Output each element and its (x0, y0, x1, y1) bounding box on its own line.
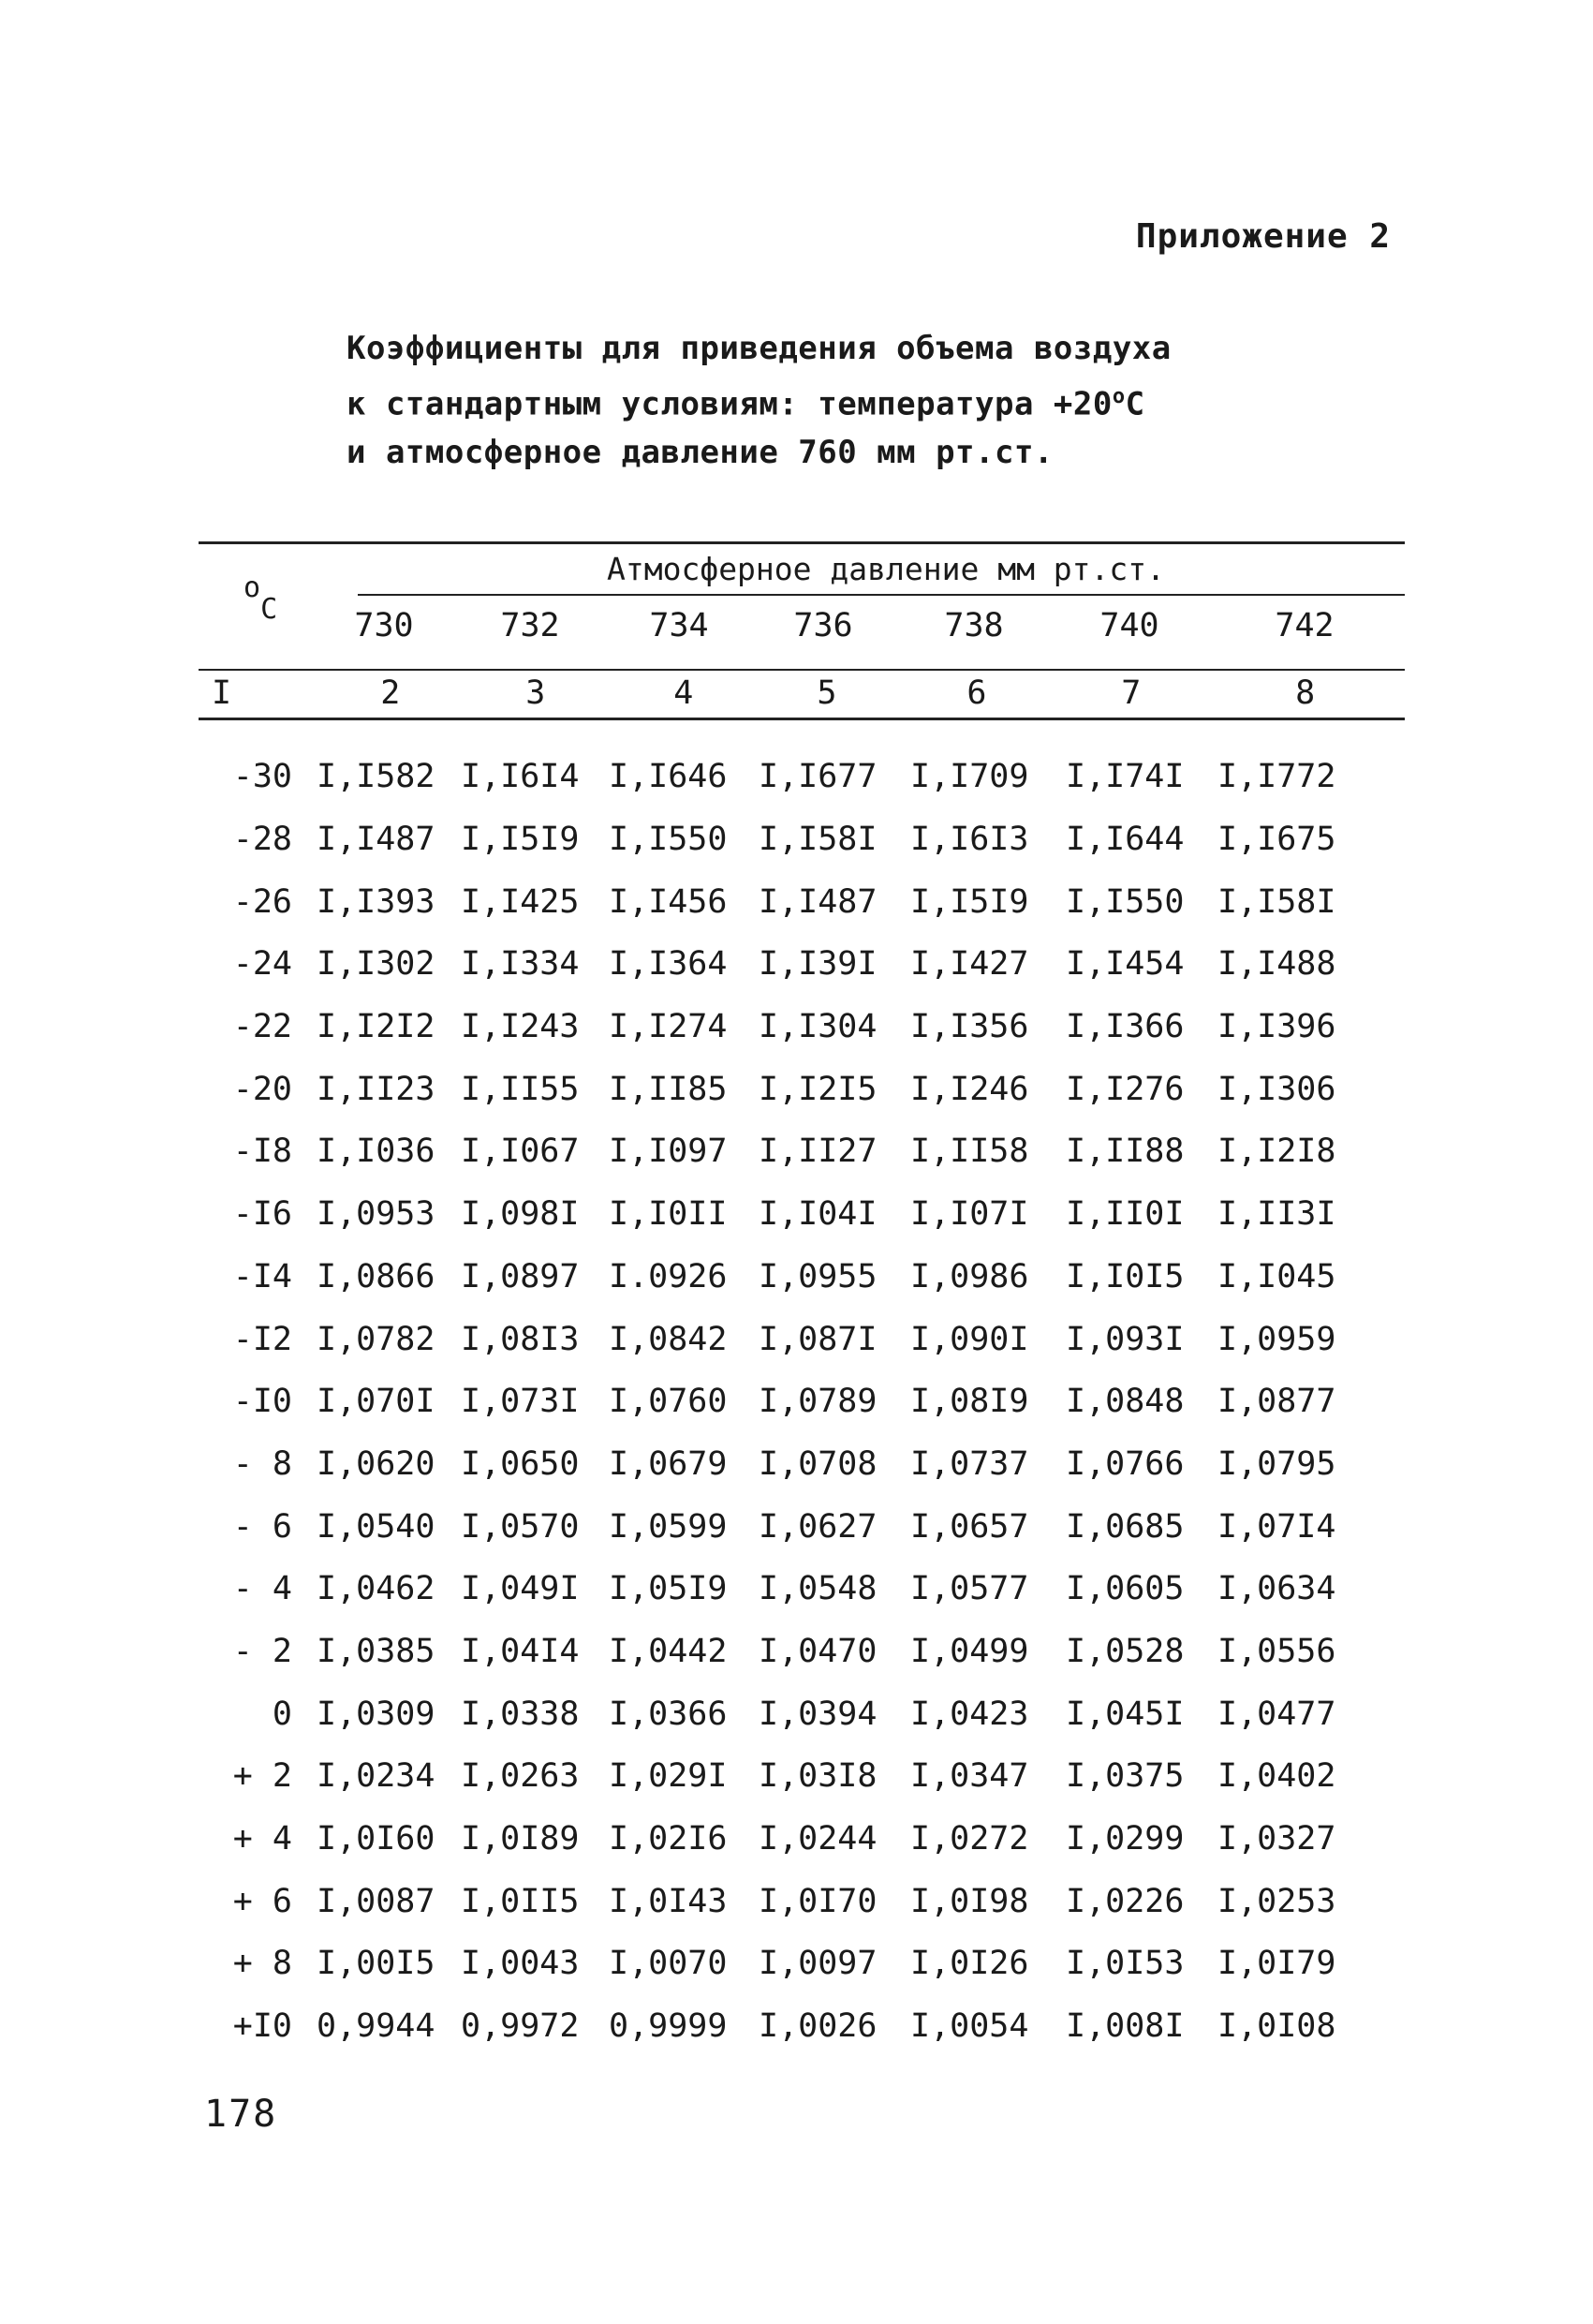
temperature-cell: -26 (232, 882, 292, 921)
column-number-row (199, 674, 1405, 712)
caption-line-1: Коэффициенты для приведения объема воздуха (347, 330, 1172, 367)
pressure-header: 732 (500, 607, 560, 644)
temperature-cell: -I6 (232, 1195, 292, 1234)
header-rule-top (199, 541, 1405, 544)
pressure-header: 740 (1099, 607, 1159, 644)
caption-line-2 (347, 373, 1283, 428)
coefficient-cell: I,0955 (759, 1257, 878, 1295)
temperature-cell: -I4 (232, 1257, 292, 1295)
coefficient-cell: I,0470 (759, 1632, 878, 1670)
table-row (199, 1370, 1405, 1433)
coefficient-cell: I,07I4 (1217, 1507, 1336, 1546)
coefficient-cell: I,0070 (609, 1945, 728, 1983)
coefficient-cell: I,03I8 (759, 1757, 878, 1796)
caption-line-3: и атмосферное давление 760 мм рт.ст. (347, 434, 1054, 472)
coefficient-cell: I,0570 (461, 1507, 580, 1546)
coefficient-cell: I,0026 (759, 2007, 878, 2046)
temperature-cell: -24 (232, 945, 292, 984)
coefficient-cell: I,0866 (317, 1257, 435, 1295)
appendix-label: Приложение 2 (1135, 217, 1391, 256)
table-row (199, 1433, 1405, 1496)
coefficient-cell: I,I58I (759, 821, 878, 859)
coefficient-cell: I,0375 (1066, 1757, 1185, 1796)
coefficient-cell: I,0II5 (461, 1882, 580, 1920)
coefficient-cell: I,0679 (609, 1444, 728, 1483)
column-number: I (212, 674, 232, 712)
coefficient-cell: I,0737 (910, 1444, 1029, 1483)
coefficient-cell: I,II0I (1066, 1195, 1185, 1234)
coefficient-cell: I,I302 (317, 945, 435, 984)
coefficient-cell: I,II85 (609, 1070, 728, 1108)
coefficient-cell: I,II27 (759, 1132, 878, 1171)
coefficient-cell: I,0766 (1066, 1444, 1185, 1483)
coefficient-cell: I,0I70 (759, 1882, 878, 1920)
header-rule-bottom (199, 718, 1405, 720)
coefficient-cell: I,0842 (609, 1320, 728, 1358)
coefficient-cell: I,I067 (461, 1132, 580, 1171)
table-row (199, 1745, 1405, 1808)
temperature-cell: -28 (232, 821, 292, 859)
coefficient-cell: I,I6I4 (461, 758, 580, 796)
coefficient-cell: I,0054 (910, 2007, 1029, 2046)
coefficient-cell: I,0789 (759, 1383, 878, 1421)
coefficient-cell: I,0708 (759, 1444, 878, 1483)
coefficient-cell: I,008I (1066, 2007, 1185, 2046)
coefficient-cell: 0,9944 (317, 2007, 435, 2046)
temperature-cell: - 4 (232, 1570, 292, 1608)
coefficient-cell: I,I396 (1217, 1008, 1336, 1046)
coefficient-cell: I,0477 (1217, 1695, 1336, 1733)
coefficient-cell: I,I709 (910, 758, 1029, 796)
coefficient-cell: I,I675 (1217, 821, 1336, 859)
coefficient-cell: I,I550 (1066, 882, 1185, 921)
coefficient-cell: I,I097 (609, 1132, 728, 1171)
coefficient-cell: I,0I79 (1217, 1945, 1336, 1983)
temperature-cell: -30 (232, 758, 292, 796)
coefficient-cell: I,I334 (461, 945, 580, 984)
header-rule-group (358, 594, 1405, 596)
coefficient-cell: I,I58I (1217, 882, 1336, 921)
coefficient-cell: I,II58 (910, 1132, 1029, 1171)
coefficient-cell: I,08I9 (910, 1383, 1029, 1421)
coefficient-cell: I,0I26 (910, 1945, 1029, 1983)
coefficient-cell: I,I772 (1217, 758, 1336, 796)
coefficient-cell: 0,9999 (609, 2007, 728, 2046)
coefficient-cell: I,I366 (1066, 1008, 1185, 1046)
pressure-group-header: Атмосферное давление мм рт.ст. (606, 551, 1166, 587)
coefficient-cell: I,0234 (317, 1757, 435, 1796)
page-number: 178 (204, 2093, 278, 2136)
coefficient-cell: I,029I (609, 1757, 728, 1796)
coefficient-cell: I,I0I5 (1066, 1257, 1185, 1295)
coefficient-cell: I,0795 (1217, 1444, 1336, 1483)
coefficient-cell: I,087I (759, 1320, 878, 1358)
coefficient-cell: I,0959 (1217, 1320, 1336, 1358)
coefficient-cell: I,0385 (317, 1632, 435, 1670)
table-row (199, 870, 1405, 933)
temperature-cell: -I8 (232, 1132, 292, 1171)
coefficient-cell: I,0309 (317, 1695, 435, 1733)
coefficient-cell: I,I5I9 (910, 882, 1029, 921)
coefficient-cell: I,070I (317, 1383, 435, 1421)
coefficient-cell: I,0366 (609, 1695, 728, 1733)
table-row (199, 1495, 1405, 1558)
coefficient-cell: I,0I53 (1066, 1945, 1185, 1983)
coefficient-cell: I,090I (910, 1320, 1029, 1358)
coefficient-cell: I,0226 (1066, 1882, 1185, 1920)
table-row (199, 1120, 1405, 1183)
column-number: 7 (1121, 674, 1142, 712)
coefficient-cell: I,0299 (1066, 1820, 1185, 1858)
temperature-cell: - 8 (232, 1444, 292, 1483)
coefficient-cell: I,0897 (461, 1257, 580, 1295)
coefficient-cell: I,00I5 (317, 1945, 435, 1983)
table-body (199, 746, 1405, 2057)
coefficient-cell: I,I677 (759, 758, 878, 796)
caption-line-2-text: к стандартным условиям: температура +20 (347, 385, 1113, 423)
table-row (199, 1246, 1405, 1309)
temperature-cell: +I0 (232, 2007, 292, 2046)
coefficient-cell: I,I04I (759, 1195, 878, 1234)
coefficient-cell: I,II3I (1217, 1195, 1336, 1234)
column-number: 2 (380, 674, 401, 712)
coefficient-cell: I,I393 (317, 882, 435, 921)
coefficient-cell: I,I243 (461, 1008, 580, 1046)
coefficient-cell: I,0605 (1066, 1570, 1185, 1608)
coefficient-cell: I,I6I3 (910, 821, 1029, 859)
temperature-cell: + 8 (232, 1945, 292, 1983)
coefficient-cell: I,I488 (1217, 945, 1336, 984)
coefficient-cell: I,0I89 (461, 1820, 580, 1858)
coefficient-cell: I,0620 (317, 1444, 435, 1483)
coefficient-cell: I,I646 (609, 758, 728, 796)
coefficient-cell: I,0986 (910, 1257, 1029, 1295)
temperature-cell: -I2 (232, 1320, 292, 1358)
coefficient-cell: I,0347 (910, 1757, 1029, 1796)
column-number: 8 (1295, 674, 1316, 712)
coefficient-cell: I,I550 (609, 821, 728, 859)
coefficient-cell: I,0087 (317, 1882, 435, 1920)
column-number: 4 (673, 674, 694, 712)
table-row (199, 1058, 1405, 1120)
coefficient-cell: I,I5I9 (461, 821, 580, 859)
pressure-header-row (199, 607, 1405, 644)
table-row (199, 746, 1405, 808)
pressure-header: 736 (793, 607, 853, 644)
coefficient-cell: I,I74I (1066, 758, 1185, 796)
coefficient-cell: I,0043 (461, 1945, 580, 1983)
coefficient-cell: I,0I98 (910, 1882, 1029, 1920)
coefficient-cell: I,0685 (1066, 1507, 1185, 1546)
coefficient-cell: I,0548 (759, 1570, 878, 1608)
coefficient-cell: I,0253 (1217, 1882, 1336, 1920)
table-row (199, 1870, 1405, 1932)
coefficient-cell: I,0I43 (609, 1882, 728, 1920)
temperature-cell: + 4 (232, 1820, 292, 1858)
coefficient-cell: I,0423 (910, 1695, 1029, 1733)
coefficient-cell: I,I304 (759, 1008, 878, 1046)
coefficient-cell: I,I644 (1066, 821, 1185, 859)
coefficient-cell: I,0577 (910, 1570, 1029, 1608)
pressure-header-spacer (199, 607, 313, 644)
table-caption (347, 324, 1283, 477)
coefficient-cell: I,I2I8 (1217, 1132, 1336, 1171)
coefficient-cell: I,0462 (317, 1570, 435, 1608)
column-number: 6 (966, 674, 987, 712)
coefficient-cell: I,I0II (609, 1195, 728, 1234)
coefficient-cell: I,I036 (317, 1132, 435, 1171)
coefficient-cell: I,0556 (1217, 1632, 1336, 1670)
coefficient-cell: I,0877 (1217, 1383, 1336, 1421)
coefficient-cell: I,I425 (461, 882, 580, 921)
coefficient-cell: I,I045 (1217, 1257, 1336, 1295)
coefficient-cell: I,08I3 (461, 1320, 580, 1358)
degree-sign: о (1112, 385, 1126, 408)
temperature-header-degree: о (243, 571, 261, 604)
coefficient-cell: I,I427 (910, 945, 1029, 984)
coefficient-cell: 0,9972 (461, 2007, 580, 2046)
coefficient-cell: I,0394 (759, 1695, 878, 1733)
coefficient-cell: I,0097 (759, 1945, 878, 1983)
coefficient-cell: I,0402 (1217, 1757, 1336, 1796)
coefficient-cell: I,I274 (609, 1008, 728, 1046)
coefficient-cell: I,0338 (461, 1695, 580, 1733)
coefficient-cell: I,0263 (461, 1757, 580, 1796)
coefficient-cell: I,II23 (317, 1070, 435, 1108)
table-row (199, 933, 1405, 996)
coefficient-cell: I,I456 (609, 882, 728, 921)
column-number: 5 (817, 674, 837, 712)
pressure-header: 730 (354, 607, 414, 644)
coefficient-cell: I,0244 (759, 1820, 878, 1858)
temperature-cell: -22 (232, 1008, 292, 1046)
coefficient-cell: I,I582 (317, 758, 435, 796)
coefficient-cell: I,05I9 (609, 1570, 728, 1608)
coefficient-cell: I,I306 (1217, 1070, 1336, 1108)
coefficient-cell: I,0650 (461, 1444, 580, 1483)
table-row (199, 808, 1405, 871)
coefficient-cell: I,I454 (1066, 945, 1185, 984)
temperature-cell: - 2 (232, 1632, 292, 1670)
coefficient-cell: I,0848 (1066, 1383, 1185, 1421)
temperature-cell: - 6 (232, 1507, 292, 1546)
pressure-header: 742 (1275, 607, 1335, 644)
coefficient-cell: I,0499 (910, 1632, 1029, 1670)
coefficient-cell: I,0760 (609, 1383, 728, 1421)
caption-line-2-unit: С (1125, 385, 1145, 423)
coefficient-cell: I,I364 (609, 945, 728, 984)
coefficient-cell: I,0I08 (1217, 2007, 1336, 2046)
temperature-header-unit: С (260, 592, 278, 626)
pressure-header: 738 (944, 607, 1004, 644)
coefficient-cell: I,049I (461, 1570, 580, 1608)
table-row (199, 1808, 1405, 1871)
coefficient-cell: I,0627 (759, 1507, 878, 1546)
coefficient-cell: I,I356 (910, 1008, 1029, 1046)
coefficient-cell: I,04I4 (461, 1632, 580, 1670)
coefficient-cell: I.0926 (609, 1257, 728, 1295)
table-row (199, 1621, 1405, 1683)
coefficient-cell: I,0657 (910, 1507, 1029, 1546)
header-rule-numbers (199, 669, 1405, 671)
temperature-cell: + 6 (232, 1882, 292, 1920)
temperature-cell: -I0 (232, 1383, 292, 1421)
coefficient-cell: I,0634 (1217, 1570, 1336, 1608)
coefficient-cell: I,0327 (1217, 1820, 1336, 1858)
coefficient-cell: I,I39I (759, 945, 878, 984)
coefficient-cell: I,I2I2 (317, 1008, 435, 1046)
coefficient-cell: I,0540 (317, 1507, 435, 1546)
coefficient-cell: I,II88 (1066, 1132, 1185, 1171)
coefficient-cell: I,I487 (759, 882, 878, 921)
coefficient-cell: I,I07I (910, 1195, 1029, 1234)
coefficient-cell: I,0599 (609, 1507, 728, 1546)
temperature-cell: 0 (272, 1695, 292, 1733)
coefficient-cell: I,073I (461, 1383, 580, 1421)
coefficient-cell: I,I276 (1066, 1070, 1185, 1108)
table-row (199, 1558, 1405, 1621)
coefficient-cell: I,I2I5 (759, 1070, 878, 1108)
table-row (199, 1183, 1405, 1246)
coefficient-cell: I,II55 (461, 1070, 580, 1108)
coefficient-cell: I,I246 (910, 1070, 1029, 1108)
coefficient-cell: I,093I (1066, 1320, 1185, 1358)
coefficient-cell: I,0272 (910, 1820, 1029, 1858)
table-row (199, 1682, 1405, 1745)
coefficient-cell: I,045I (1066, 1695, 1185, 1733)
table-row (199, 1308, 1405, 1370)
coefficient-cell: I,0I60 (317, 1820, 435, 1858)
table-row (199, 996, 1405, 1058)
coefficient-cell: I,0442 (609, 1632, 728, 1670)
temperature-cell: -20 (232, 1070, 292, 1108)
pressure-header: 734 (649, 607, 709, 644)
coefficient-cell: I,02I6 (609, 1820, 728, 1858)
coefficient-cell: I,I487 (317, 821, 435, 859)
coefficient-cell: I,0953 (317, 1195, 435, 1234)
coefficient-cell: I,0782 (317, 1320, 435, 1358)
coefficient-cell: I,098I (461, 1195, 580, 1234)
table-row (199, 1995, 1405, 2058)
coefficient-cell: I,0528 (1066, 1632, 1185, 1670)
temperature-cell: + 2 (232, 1757, 292, 1796)
table-row (199, 1932, 1405, 1995)
column-number: 3 (525, 674, 546, 712)
